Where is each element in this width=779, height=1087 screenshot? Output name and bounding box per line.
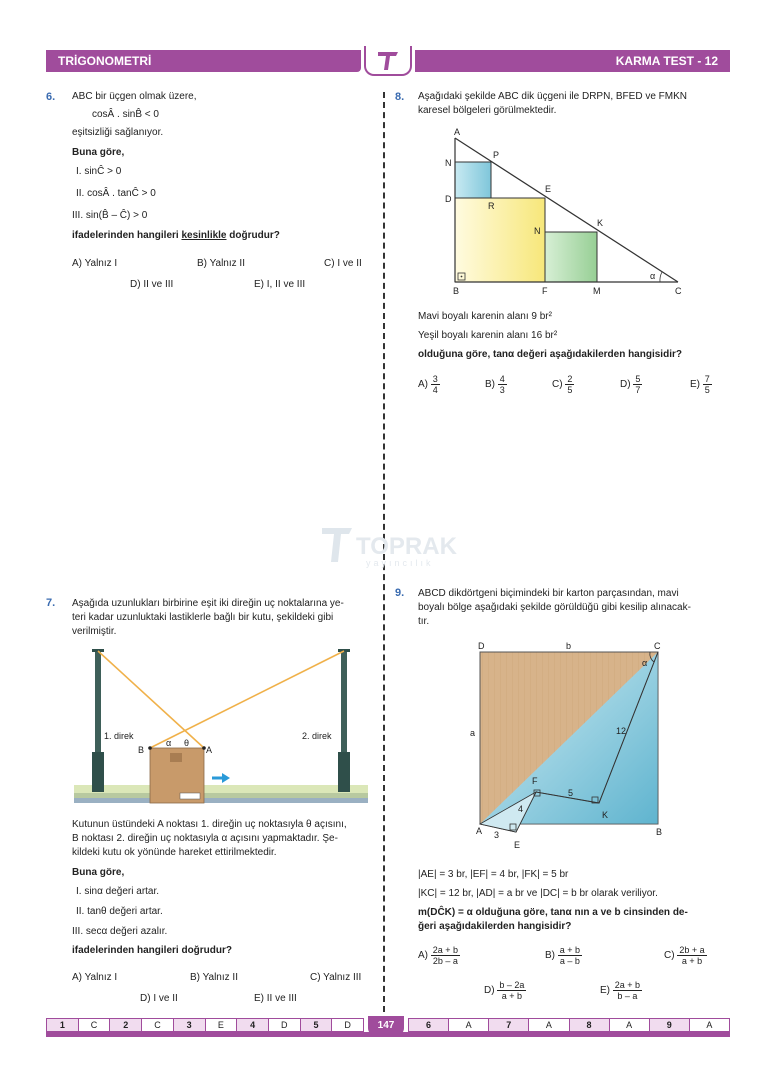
q7-option-d[interactable]: D) I ve II xyxy=(140,993,178,1004)
q9-option-e[interactable]: E) $\frac{2a + b}{b - a}$ xyxy=(600,980,641,1001)
q9-label-b-side: b xyxy=(566,641,572,651)
q7-para1: Kutunun üstündeki A noktası 1. direğin uç noktasıyla θ açısını, xyxy=(72,819,347,830)
q9-line1: ABCD dikdörtgeni biçimindeki bir karton parçasından, mavi xyxy=(418,588,679,599)
q8-line2: karesel bölgeleri görülmektedir. xyxy=(418,105,557,116)
key-ans: A xyxy=(706,1020,713,1030)
q8-label-d: D xyxy=(445,194,452,204)
header-topic: TRİGONOMETRİ xyxy=(46,50,361,72)
q7-item2: II. tanθ değeri artar. xyxy=(76,906,163,917)
q8-figure xyxy=(440,122,700,300)
q9-number: 9. xyxy=(395,587,405,599)
publisher-logo xyxy=(364,46,412,76)
q7-question: ifadelerinden hangileri doğrudur? xyxy=(72,945,233,956)
q7-option-a[interactable]: A) Yalnız I xyxy=(72,972,118,983)
q6-item3: III. sin(B̂ – Ĉ) > 0 xyxy=(72,210,148,221)
q9-option-d[interactable]: D) $\frac{b - 2a}{a + b}$ xyxy=(484,980,525,1001)
page-header xyxy=(46,46,730,74)
watermark-brand: TOPRAK xyxy=(356,533,457,560)
q8-label-b: B xyxy=(453,286,460,296)
q9-label-c: C xyxy=(654,641,661,651)
q6-option-d[interactable]: D) II ve III xyxy=(130,279,174,290)
q9-label-e: E xyxy=(514,840,521,850)
q8-label-f: F xyxy=(542,286,548,296)
q7-item1: I. sinα değeri artar. xyxy=(76,886,160,897)
q9-line3: tır. xyxy=(418,616,430,627)
q9-label-d: D xyxy=(478,641,485,651)
blue-square xyxy=(455,162,491,198)
key-ans: E xyxy=(206,1019,238,1031)
key-ans: C xyxy=(79,1019,111,1031)
q7-line1: Aşağıda uzunlukları birbirine eşit iki direğin uç noktalarına ye- xyxy=(72,598,344,609)
watermark-sub: yayıncılık xyxy=(366,558,434,568)
q7-para3: kildeki kutu ok yönünde hareket ettirilmektedir. xyxy=(72,847,277,858)
q9-option-b[interactable]: B) $\frac{a + b}{a - b}$ xyxy=(545,945,581,966)
q6-item1: I. sinĈ > 0 xyxy=(76,166,122,177)
q9-label-5: 5 xyxy=(568,788,574,798)
q8-label-a: A xyxy=(454,127,461,137)
q6-item2: II. cosÂ . tanĈ > 0 xyxy=(76,188,156,199)
q8-label-c: C xyxy=(675,286,682,296)
q9-label-a: A xyxy=(476,826,483,836)
q9-given2: |KC| = 12 br, |AD| = a br ve |DC| = b br olarak veriliyor. xyxy=(418,888,658,899)
q7-line3: verilmiştir. xyxy=(72,626,117,637)
watermark-logo xyxy=(318,520,458,570)
q8-option-b[interactable]: B) $\frac{4}{3}$ xyxy=(485,374,505,395)
q8-line1: Aşağıdaki şekilde ABC dik üçgeni ile DRPN, BFED ve FMKN xyxy=(418,91,687,102)
green-square xyxy=(545,232,597,282)
q8-label-k: K xyxy=(597,218,604,228)
q9-label-4: 4 xyxy=(518,804,524,814)
q9-label-alpha: α xyxy=(642,658,648,668)
q9-question1: m(DĈK) = α olduğuna göre, tanα nın a ve b cinsinden de- xyxy=(418,907,688,918)
key-num: 6 xyxy=(409,1019,449,1031)
q9-label-k: K xyxy=(602,810,609,820)
q8-label-alpha: α xyxy=(650,271,656,281)
answer-key-footer xyxy=(46,1016,730,1036)
key-num: 3 xyxy=(174,1019,206,1031)
key-num: 7 xyxy=(489,1019,529,1031)
q7-para2: B noktası 2. direğin uç noktasıyla α açısını yapmaktadır. Şe- xyxy=(72,833,338,844)
q8-option-d[interactable]: D) $\frac{5}{7}$ xyxy=(620,374,641,395)
q9-figure xyxy=(470,640,670,836)
key-num: 9 xyxy=(650,1019,690,1031)
q6-line3: eşitsizliği sağlanıyor. xyxy=(72,127,164,138)
q7-option-c[interactable]: C) Yalnız III xyxy=(310,972,362,983)
q6-inequality: cosÂ . sinB̂ < 0 xyxy=(92,109,159,120)
q7-figure xyxy=(74,645,368,807)
key-ans: A xyxy=(529,1019,569,1031)
q6-number: 6. xyxy=(46,91,56,103)
q7-label-pole1: 1. direk xyxy=(104,731,134,741)
q7-number: 7. xyxy=(46,597,56,609)
q7-item3: III. secα değeri azalır. xyxy=(72,926,168,937)
q6-option-c[interactable]: C) I ve II xyxy=(324,258,362,269)
pole-1 xyxy=(92,649,104,792)
pole-2 xyxy=(338,649,350,792)
q7-label-pole2: 2. direk xyxy=(302,731,332,741)
q6-line1: ABC bir üçgen olmak üzere, xyxy=(72,91,197,102)
header-test-title: KARMA TEST - 12 xyxy=(415,50,730,72)
q8-label-e: E xyxy=(545,184,552,194)
q6-option-e[interactable]: E) I, II ve III xyxy=(254,279,306,290)
q9-label-f: F xyxy=(532,776,538,786)
q8-option-a[interactable]: A) $\frac{3}{4}$ xyxy=(418,374,438,395)
q7-label-alpha: α xyxy=(166,738,172,748)
q9-given1: |AE| = 3 br, |EF| = 4 br, |FK| = 5 br xyxy=(418,869,569,880)
key-ans: A xyxy=(449,1019,489,1031)
q9-option-c[interactable]: C) $\frac{2b + a}{a + b}$ xyxy=(664,945,705,966)
q6-option-b[interactable]: B) Yalnız II xyxy=(197,258,245,269)
key-num: 5 xyxy=(301,1019,333,1031)
answer-key-left xyxy=(46,1018,364,1032)
q9-label-3: 3 xyxy=(494,830,500,840)
q8-label-p: P xyxy=(493,150,500,160)
q6-question: ifadelerinden hangileri kesinlikle doğrudur? xyxy=(72,230,280,241)
page-number: 147 xyxy=(368,1016,404,1036)
key-ans: C xyxy=(142,1019,174,1031)
key-num: 8 xyxy=(570,1019,610,1031)
q9-label-b: B xyxy=(656,827,663,837)
answer-key-right xyxy=(408,1018,730,1032)
q8-label-n2: N xyxy=(534,226,541,236)
q8-number: 8. xyxy=(395,91,405,103)
q6-option-a[interactable]: A) Yalnız I xyxy=(72,258,118,269)
q9-question2: ğeri aşağıdakilerden hangisidir? xyxy=(418,921,572,932)
q7-label-a: A xyxy=(206,745,213,755)
q9-option-a[interactable]: A) $\frac{2a + b}{2b - a}$ xyxy=(418,945,459,966)
key-num: 2 xyxy=(110,1019,142,1031)
q8-label-r: R xyxy=(488,201,495,211)
q8-option-e[interactable]: E) $\frac{7}{5}$ xyxy=(690,374,710,395)
q8-option-c[interactable]: C) $\frac{2}{5}$ xyxy=(552,374,573,395)
q7-buna-gore: Buna göre, xyxy=(72,867,125,878)
q8-green-area: Yeşil boyalı karenin alanı 16 br² xyxy=(418,330,558,341)
q8-question: olduğuna göre, tanα değeri aşağıdakilerden hangisidir? xyxy=(418,349,682,360)
yellow-square xyxy=(455,198,545,282)
key-ans: D xyxy=(344,1020,351,1030)
q8-label-m: M xyxy=(593,286,601,296)
q7-option-e[interactable]: E) II ve III xyxy=(254,993,297,1004)
key-ans: A xyxy=(610,1019,650,1031)
key-num: 4 xyxy=(237,1019,269,1031)
q7-label-b: B xyxy=(138,745,145,755)
q8-blue-area: Mavi boyalı karenin alanı 9 br² xyxy=(418,311,552,322)
key-ans: D xyxy=(269,1019,301,1031)
key-num: 1 xyxy=(47,1019,79,1031)
q9-label-12: 12 xyxy=(616,726,627,736)
q7-line2: teri kadar uzunluktaki lastiklerle bağlı bir kutu, şekildeki gibi xyxy=(72,612,334,623)
q6-buna-gore: Buna göre, xyxy=(72,147,125,158)
q7-option-b[interactable]: B) Yalnız II xyxy=(190,972,238,983)
q7-label-theta: θ xyxy=(184,738,190,748)
q9-line2: boyalı bölge aşağıdaki şekilde görüldüğü gibi kesilip alınacak- xyxy=(418,602,691,613)
q8-label-n: N xyxy=(445,158,452,168)
q9-label-a-side: a xyxy=(470,728,476,738)
